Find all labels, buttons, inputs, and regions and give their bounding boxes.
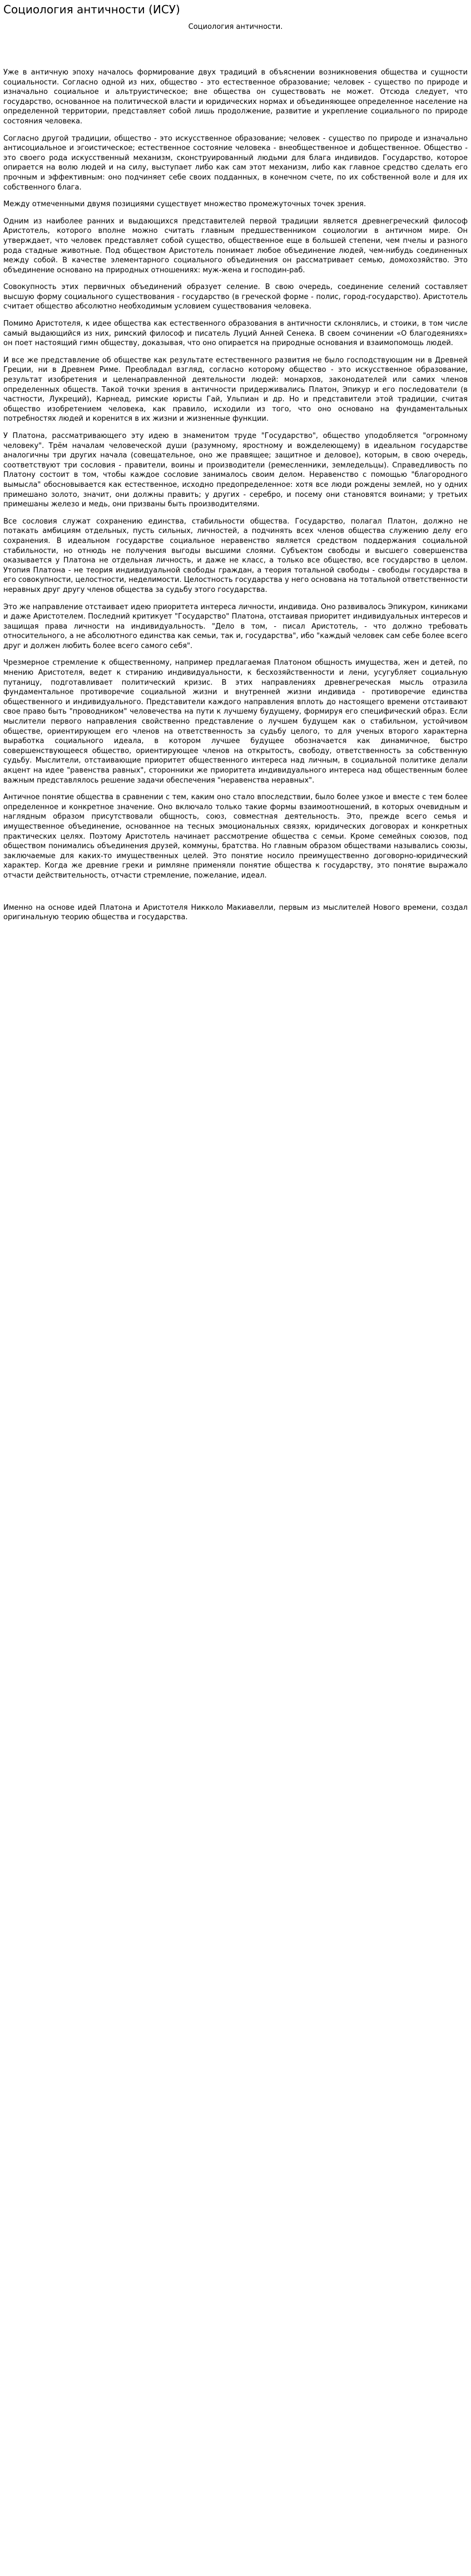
paragraph: Между отмеченными двумя позициями существует множество промежуточных точек зрения.: [3, 200, 366, 209]
paragraph: Уже в античную эпоху началось формирование двух традиций в объяснении возникновения общества и сущности социальности. Согласно одной из них, общество - это естественное образование; человек - существо по природе и изначально социальное и альтруистическое; вне общества он существовать не может. Отсюда следует, что государство, основанное на политической власти и юридических нормах и объединяющее определенное население на определенной территории, представляет собой лишь продолжение, развитие и укрепление социального по природе состояния человека.: [3, 68, 468, 126]
paragraph: Согласно другой традиции, общество - это искусственное образование; человек - существо по природе и изначально антисоциальное и эгоистическое; естественное состояние человека - внеобщественное и добщественное. Общество - это своего рода искусственный механизм, сконструированный людьми для блага индивидов. Государство, которое опирается на волю людей и на силу, выступает либо как сам этот механизм, либо как главное средство сделать его прочным и эффективным: оно подчиняет себе своих подданных, в конечном счете, по их собственной воле и для их собственного блага.: [3, 134, 468, 192]
paragraph: Помимо Аристотеля, к идее общества как естественного образования в античности склонялись, и стоики, в том числе самый выдающийся из них, римский философ и писатель Луций Анней Сенека. В своем сочинении «О благодеяниях» он поет настоящий гимн обществу, доказывая, что оно опирается на природные основания и взаимопомощь людей.: [3, 320, 468, 348]
paragraph: Именно на основе идей Платона и Аристотеля Никколо Макиавелли, первым из мыслителей Нового времени, создал оригинальную теорию общества и государства.: [3, 903, 468, 922]
paragraph: И все же представление об обществе как результате естественного развития не было господствующим ни в Древней Греции, ни в Древнем Риме. Преобладал взгляд, согласно которому общество - это искусственное образование, результат изобретения и целенаправленной деятельности людей: монархов, законодателей или самих членов определенных обществ. Такой точки зрения в античности придерживались Платон, Эпикур и его последователи (в частности, Лукреций), Карнеад, римские юристы Гай, Ульпиан и др. Но и представители этой традиции, считая общество изобретением человека, как правило, исходили из того, что оно основано на фундаментальных потребностях людей и коренится в их жизни и жизненные функции.: [3, 356, 468, 423]
document-body: [3, 68, 468, 923]
paragraph: Чрезмерное стремление к общественному, например предлагаемая Платоном общность имущества, жен и детей, по мнению Аристотеля, ведет к стиранию индивидуальности, к бесхозяйственности и лени, усугубляет социальную путаницу, подготавливает политический кризис. В этих направлениях древнегреческая мысль отразила фундаментальное противоречие социальной жизни и внутренней жизни индивида - противоречие единства общественного и индивидуального. Представители каждого направления вплоть до настоящего времени отстаивают свое право быть "проводником" человечества на пути к лучшему будущему, формируя его специфический образ. Если мыслители первого направления свойственно представление о лучшем будущем как о стабильном, устойчивом обществе, ориентирующем его членов на ответственность за судьбу целого, то для ученых второго характерна выработка социального идеала, в котором лучшее будущее обозначается как динамичное, быстро совершенствующееся общество, ориентирующее членов на открытость, свободу, ответственность за собственную судьбу. Мыслители, отстаивающие приоритет общественного интереса над личным, в социальной политике делали акцент на идее "равенства равных", сторонники же приоритета индивидуального интереса над общественным более важным представлялось решение задачи обеспечения "неравенства неравных".: [3, 659, 468, 785]
paragraph: У Платона, рассматривающего эту идею в знаменитом труде "Государство", общество уподобляется "огромному человеку". Трём началам человеческой души (разумному, яростному и вожделеющему) в идеальном государстве аналогичны три других начала (совещательное, оно же правящее; защитное и деловое), которым, в свою очередь, соответствуют три сословия - правители, воины и производители (ремесленники, земледельцы). Справедливость по Платону состоит в том, чтобы каждое сословие занималось своим делом. Неравенство с помощью "благородного вымысла" обосновывается как естественное, исходно предопределенное: хотя все люди рождены землей, но у одних примешано золото, значит, они должны править; у других - серебро, и посему они становятся воинами; у третьих примешаны железо и медь, они призваны быть производителями.: [3, 432, 468, 509]
paragraph: Античное понятие общества в сравнении с тем, каким оно стало впоследствии, было более узкое и вместе с тем более определенное и конкретное значение. Оно включало только такие формы взаимоотношений, в которых очевидным и наглядным образом присутствовали общность, союз, совместная деятельность. Это, прежде всего семья и имущественное объединение, основанное на тесных эмоциональных связях, юридических договорах и конкретных практических целях. Поэтому Аристотель начинает рассмотрение общества с семьи. Кроме семейных союзов, под обществом понимались объединения друзей, коммуны, братства. Но главным образом обществами назывались союзы, заключаемые для каких-то имущественных целей. Это понятие носило преимущественно договорно-юридический характер. Когда же древние греки и римляне применяли понятие общества к государству, это понятие выражало отчасти действительность, отчасти стремление, пожелание, идеал.: [3, 793, 468, 880]
document-title: Социология античности (ИСУ): [3, 3, 180, 16]
paragraph: Это же направление отстаивает идею приоритета интереса личности, индивида. Оно развивалось Эпикуром, киниками и даже Аристотелем. Последний критикует "Государство" Платона, отстаивая приоритет индивидуальных интересов и защищая права личности на индивидуальность. "Дело в том, - писал Аристотель, - что должно требовать относительного, а не абсолютного единства как семьи, так и, государства", ибо "каждый человек сам себе более всего друг и должен любить более всего самого себя".: [3, 602, 468, 650]
document-subtitle: Социология античности.: [188, 23, 283, 31]
page: [0, 0, 471, 923]
paragraph: Все сословия служат сохранению единства, стабильности общества. Государство, полагал Платон, должно не потакать амбициям отдельных, пусть сильных, личностей, а подчинять всех членов общества служению делу его сохранения. В идеальном государстве социальное неравенство является средством поддержания социальной стабильности, но отнюдь не получения выгоды высшими слоями. Субъектом свободы и высшего совершенства оказывается у Платона не отдельная личность, и даже не класс, а только все общество, все государство в целом. Утопия Платона - не теория индивидуальной свободы граждан, а теория тотальной свободы - свободы государства в его совокупности, целостности, неделимости. Целостность государства у него основана на тотальной ответственности неравных друг другу членов общества за судьбу этого государства.: [3, 517, 468, 594]
paragraph: Совокупность этих первичных объединений образует селение. В свою очередь, соединение селений составляет высшую форму социального существования - государство (в греческой форме - полис, город-государство). Аристотель считает общество абсолютно необходимым условием существования человека.: [3, 283, 468, 311]
paragraph: Одним из наиболее ранних и выдающихся представителей первой традиции является древнегреческий философ Аристотель, которого вполне можно считать главным предшественником социологии в античном мире. Он утверждает, что человек представляет собой существо, общественное еще в большей степени, чем пчелы и разного рода стадные животные. Под обществом Аристотель понимает любое объединение людей, чем-нибудь соединенных между собой. В качестве элементарного социального объединения он рассматривает семью, домохозяйство. Это объединение основано на природных отношениях: муж-жена и господин-раб.: [3, 217, 468, 275]
